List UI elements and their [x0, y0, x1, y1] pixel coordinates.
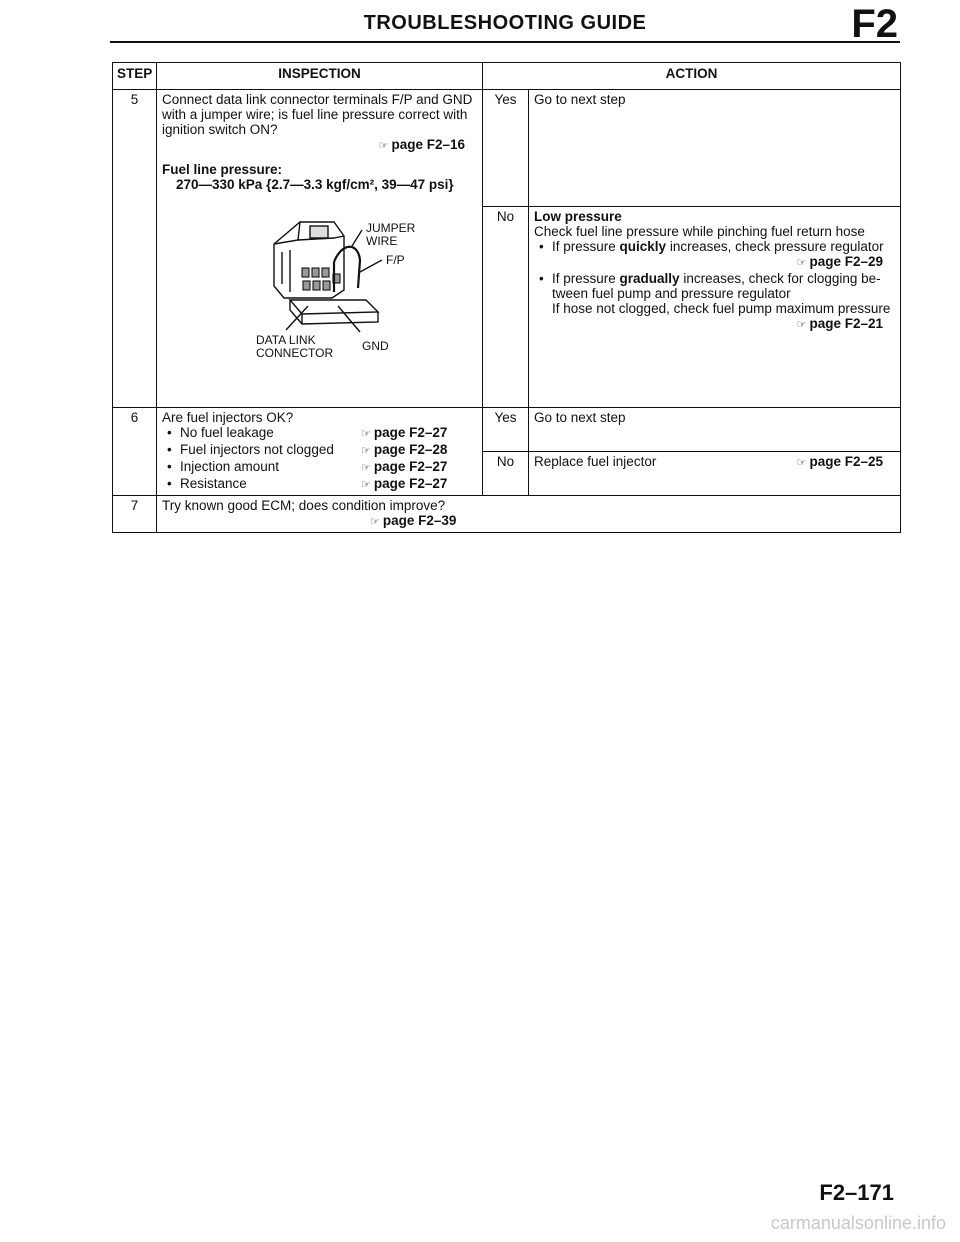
watermark: carmanualsonline.info — [770, 1213, 946, 1233]
spec-value: 270—330 kPa {2.7—3.3 kgf/cm², 39—47 psi} — [176, 177, 454, 192]
pointing-hand-icon: ☞ — [796, 319, 807, 331]
pointing-hand-icon: ☞ — [796, 457, 807, 469]
step6-yes: Yes — [483, 408, 529, 452]
list-item: • Resistance ☞ page F2–27 — [180, 476, 477, 493]
list-item: • If pressure quickly increases, check pressure regulator ☞ page F2–29 — [552, 239, 895, 271]
header-rule — [110, 41, 900, 43]
no-bullet-list — [534, 239, 895, 333]
step7-inspection: Try known good ECM; does condition improve? ☞ page F2–39 — [157, 496, 901, 533]
diagram-label-data-link: DATA LINK — [256, 333, 316, 347]
step-number: 6 — [113, 408, 157, 496]
step6-question: Are fuel injectors OK? — [162, 410, 294, 425]
page-title: TROUBLESHOOTING GUIDE — [363, 12, 647, 34]
list-item: • No fuel leakage ☞ page F2–27 — [180, 425, 477, 442]
step7-text: Try known good ECM; does condition improve? — [162, 498, 446, 513]
step5-no: No — [483, 207, 529, 408]
pointing-hand-icon: ☞ — [370, 516, 380, 528]
list-item: • Fuel injectors not clogged ☞ page F2–28 — [180, 442, 477, 459]
pointing-hand-icon: ☞ — [361, 445, 371, 457]
page-header — [110, 2, 900, 46]
no-title: Low pressure — [534, 209, 622, 224]
diagram-label-fp: F/P — [386, 253, 405, 267]
diagram-label-wire: WIRE — [366, 234, 398, 248]
step7-row — [113, 496, 901, 533]
step6-no: No — [483, 452, 529, 496]
diagram-label-connector: CONNECTOR — [256, 346, 334, 360]
step6-yes-row — [113, 408, 901, 452]
list-item: • If pressure gradually increases, check for clogging be-tween fuel pump and pressure regulator If hose not clogged, check fuel pump maximum pressure ☞ page F2–21 — [552, 271, 895, 333]
data-link-connector-diagram — [162, 202, 482, 372]
step5-inspection — [157, 90, 483, 408]
step5-yes-action: Go to next step — [529, 90, 901, 207]
step6-inspection — [157, 408, 483, 496]
step5-yes-row — [113, 90, 901, 207]
diagram-label-jumper: JUMPER — [366, 221, 416, 235]
pointing-hand-icon: ☞ — [796, 257, 807, 269]
no-line1: Check fuel line pressure while pinching fuel return hose — [534, 224, 865, 239]
spec-label: Fuel line pressure: — [162, 162, 283, 177]
diagram-label-gnd: GND — [362, 339, 389, 353]
step6-no-action-text: Replace fuel injector — [534, 454, 657, 469]
step5-ref: ☞ page F2–16 — [378, 137, 465, 152]
step5-no-action — [529, 207, 901, 408]
step6-checklist — [162, 425, 477, 493]
page-number: F2–171 — [819, 1180, 894, 1205]
step-number: 5 — [113, 90, 157, 408]
pointing-hand-icon: ☞ — [361, 462, 371, 474]
header-step: STEP — [113, 63, 157, 90]
pointing-hand-icon: ☞ — [361, 428, 371, 440]
step5-yes: Yes — [483, 90, 529, 207]
step6-no-action: Replace fuel injector ☞ page F2–25 — [529, 452, 901, 496]
table-header-row — [113, 63, 901, 90]
pointing-hand-icon: ☞ — [361, 479, 371, 491]
header-inspection: INSPECTION — [157, 63, 483, 90]
troubleshooting-table — [112, 62, 901, 533]
list-item: • Injection amount ☞ page F2–27 — [180, 459, 477, 476]
step-number: 7 — [113, 496, 157, 533]
section-code: F2 — [851, 2, 898, 46]
pointing-hand-icon: ☞ — [378, 140, 389, 152]
step5-inspection-text: Connect data link connector terminals F/P and GND with a jumper wire; is fuel line pressure correct with ignition switch ON? — [162, 92, 473, 137]
header-action: ACTION — [483, 63, 901, 90]
step6-yes-action: Go to next step — [529, 408, 901, 452]
